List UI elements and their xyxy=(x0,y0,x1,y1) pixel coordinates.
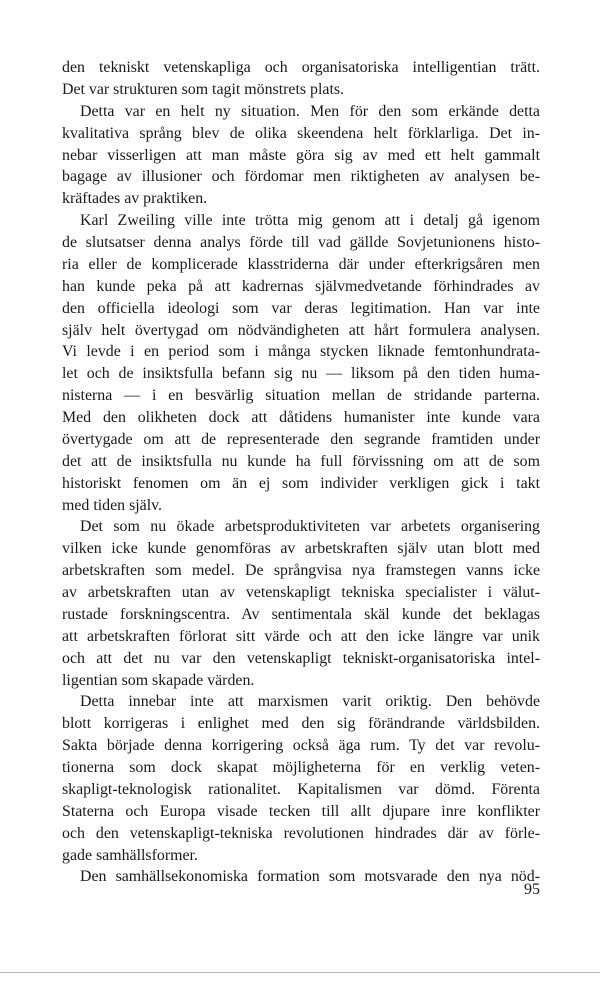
text-line: och den vetenskapligt-tekniska revolutionen hindrades där av förle- xyxy=(62,824,540,842)
text-line: av arbetskraften utan av vetenskapligt tekniska specialister i välut- xyxy=(62,584,540,601)
text-line: kvalitativa språng blev de olika skeendena helt förklarliga. Det in- xyxy=(62,124,540,142)
text-line: det att de insiktsfulla nu kunde ha full förvissning om att de som xyxy=(62,452,540,470)
text-line: och att det nu var den vetenskapligt tekniskt-organisatoriska intel- xyxy=(62,649,540,667)
text-line: skapligt-teknologisk rationalitet. Kapitalismen var dömd. Förenta xyxy=(62,780,540,798)
text-line: med tiden själv. xyxy=(62,496,163,514)
page-edge-rule xyxy=(0,972,600,973)
text-line: vilken icke kunde genomföras av arbetskraften själv utan blott med xyxy=(62,540,540,558)
text-line: den tekniskt vetenskapliga och organisatoriska intelligentian trätt. xyxy=(62,59,540,76)
text-line: han kunde peka på att kadrernas självmedvetande förhindrades av xyxy=(62,277,540,295)
text-line: ria eller de komplicerade klasstriderna där under efterkrigsåren men xyxy=(62,255,540,273)
text-line: Det var strukturen som tagit mönstrets plats. xyxy=(62,80,345,98)
text-line: let och de insiktsfulla befann sig nu — liksom på den tiden huma- xyxy=(62,365,540,383)
text-line: själv helt övertygad om nödvändigheten att hårt formulera analysen. xyxy=(62,321,540,339)
text-line: Den samhällsekonomiska formation som motsvarade den nya nöd- xyxy=(80,868,540,886)
text-line: Sakta började denna korrigering också äga rum. Ty det var revolu- xyxy=(62,737,540,755)
text-line: de slutsatser denna analys förde till vad gällde Sovjetunionens histo- xyxy=(62,234,540,251)
text-line: att arbetskraften förlorat sitt värde och att den icke längre var unik xyxy=(62,627,540,645)
text-line: arbetskraften som medel. De språngvisa nya framstegen vanns icke xyxy=(62,562,540,580)
text-line: rustade forskningscentra. Av sentimentala skäl kunde det beklagas xyxy=(62,605,540,623)
body-text xyxy=(62,57,540,888)
text-line: Vi levde i en period som i många stycken liknade femtonhundrata- xyxy=(62,343,540,361)
text-line: Med den olikheten dock att dåtidens humanister inte kunde vara xyxy=(62,409,540,426)
text-line: den officiella ideologi som var deras legitimation. Han var inte xyxy=(62,299,540,317)
text-line: Karl Zweiling ville inte trötta mig genom att i detalj gå igenom xyxy=(80,212,540,230)
text-line: nisterna — i en besvärlig situation mellan de stridande parterna. xyxy=(62,387,540,405)
text-line: tionerna som dock skapat möjligheterna för en verklig veten- xyxy=(62,759,540,776)
text-line: Staterna och Europa visade tecken till allt djupare inre konflikter xyxy=(62,802,540,820)
text-line: Detta innebar inte att marxismen varit oriktig. Den behövde xyxy=(80,693,540,711)
text-line: gade samhällsformer. xyxy=(62,846,198,864)
text-line: kräftades av praktiken. xyxy=(62,190,208,208)
text-line: ligentian som skapade värden. xyxy=(62,671,255,689)
text-line: Detta var en helt ny situation. Men för den som erkände detta xyxy=(80,102,540,120)
text-line: historiskt fenomen om än ej som individer verkligen gick i takt xyxy=(62,474,540,492)
text-line: Det som nu ökade arbetsproduktiviteten var arbetets organisering xyxy=(80,518,540,536)
text-line: blott korrigeras i enlighet med den sig förändrande världsbilden. xyxy=(62,715,540,733)
text-line: övertygade om att de representerade den segrande framtiden under xyxy=(62,430,540,448)
page-number: 95 xyxy=(524,881,540,898)
text-line: bagage av illusioner och fördomar men riktigheten av analysen be- xyxy=(62,168,540,186)
text-line: nebar visserligen att man måste göra sig av med ett helt gammalt xyxy=(62,146,540,164)
